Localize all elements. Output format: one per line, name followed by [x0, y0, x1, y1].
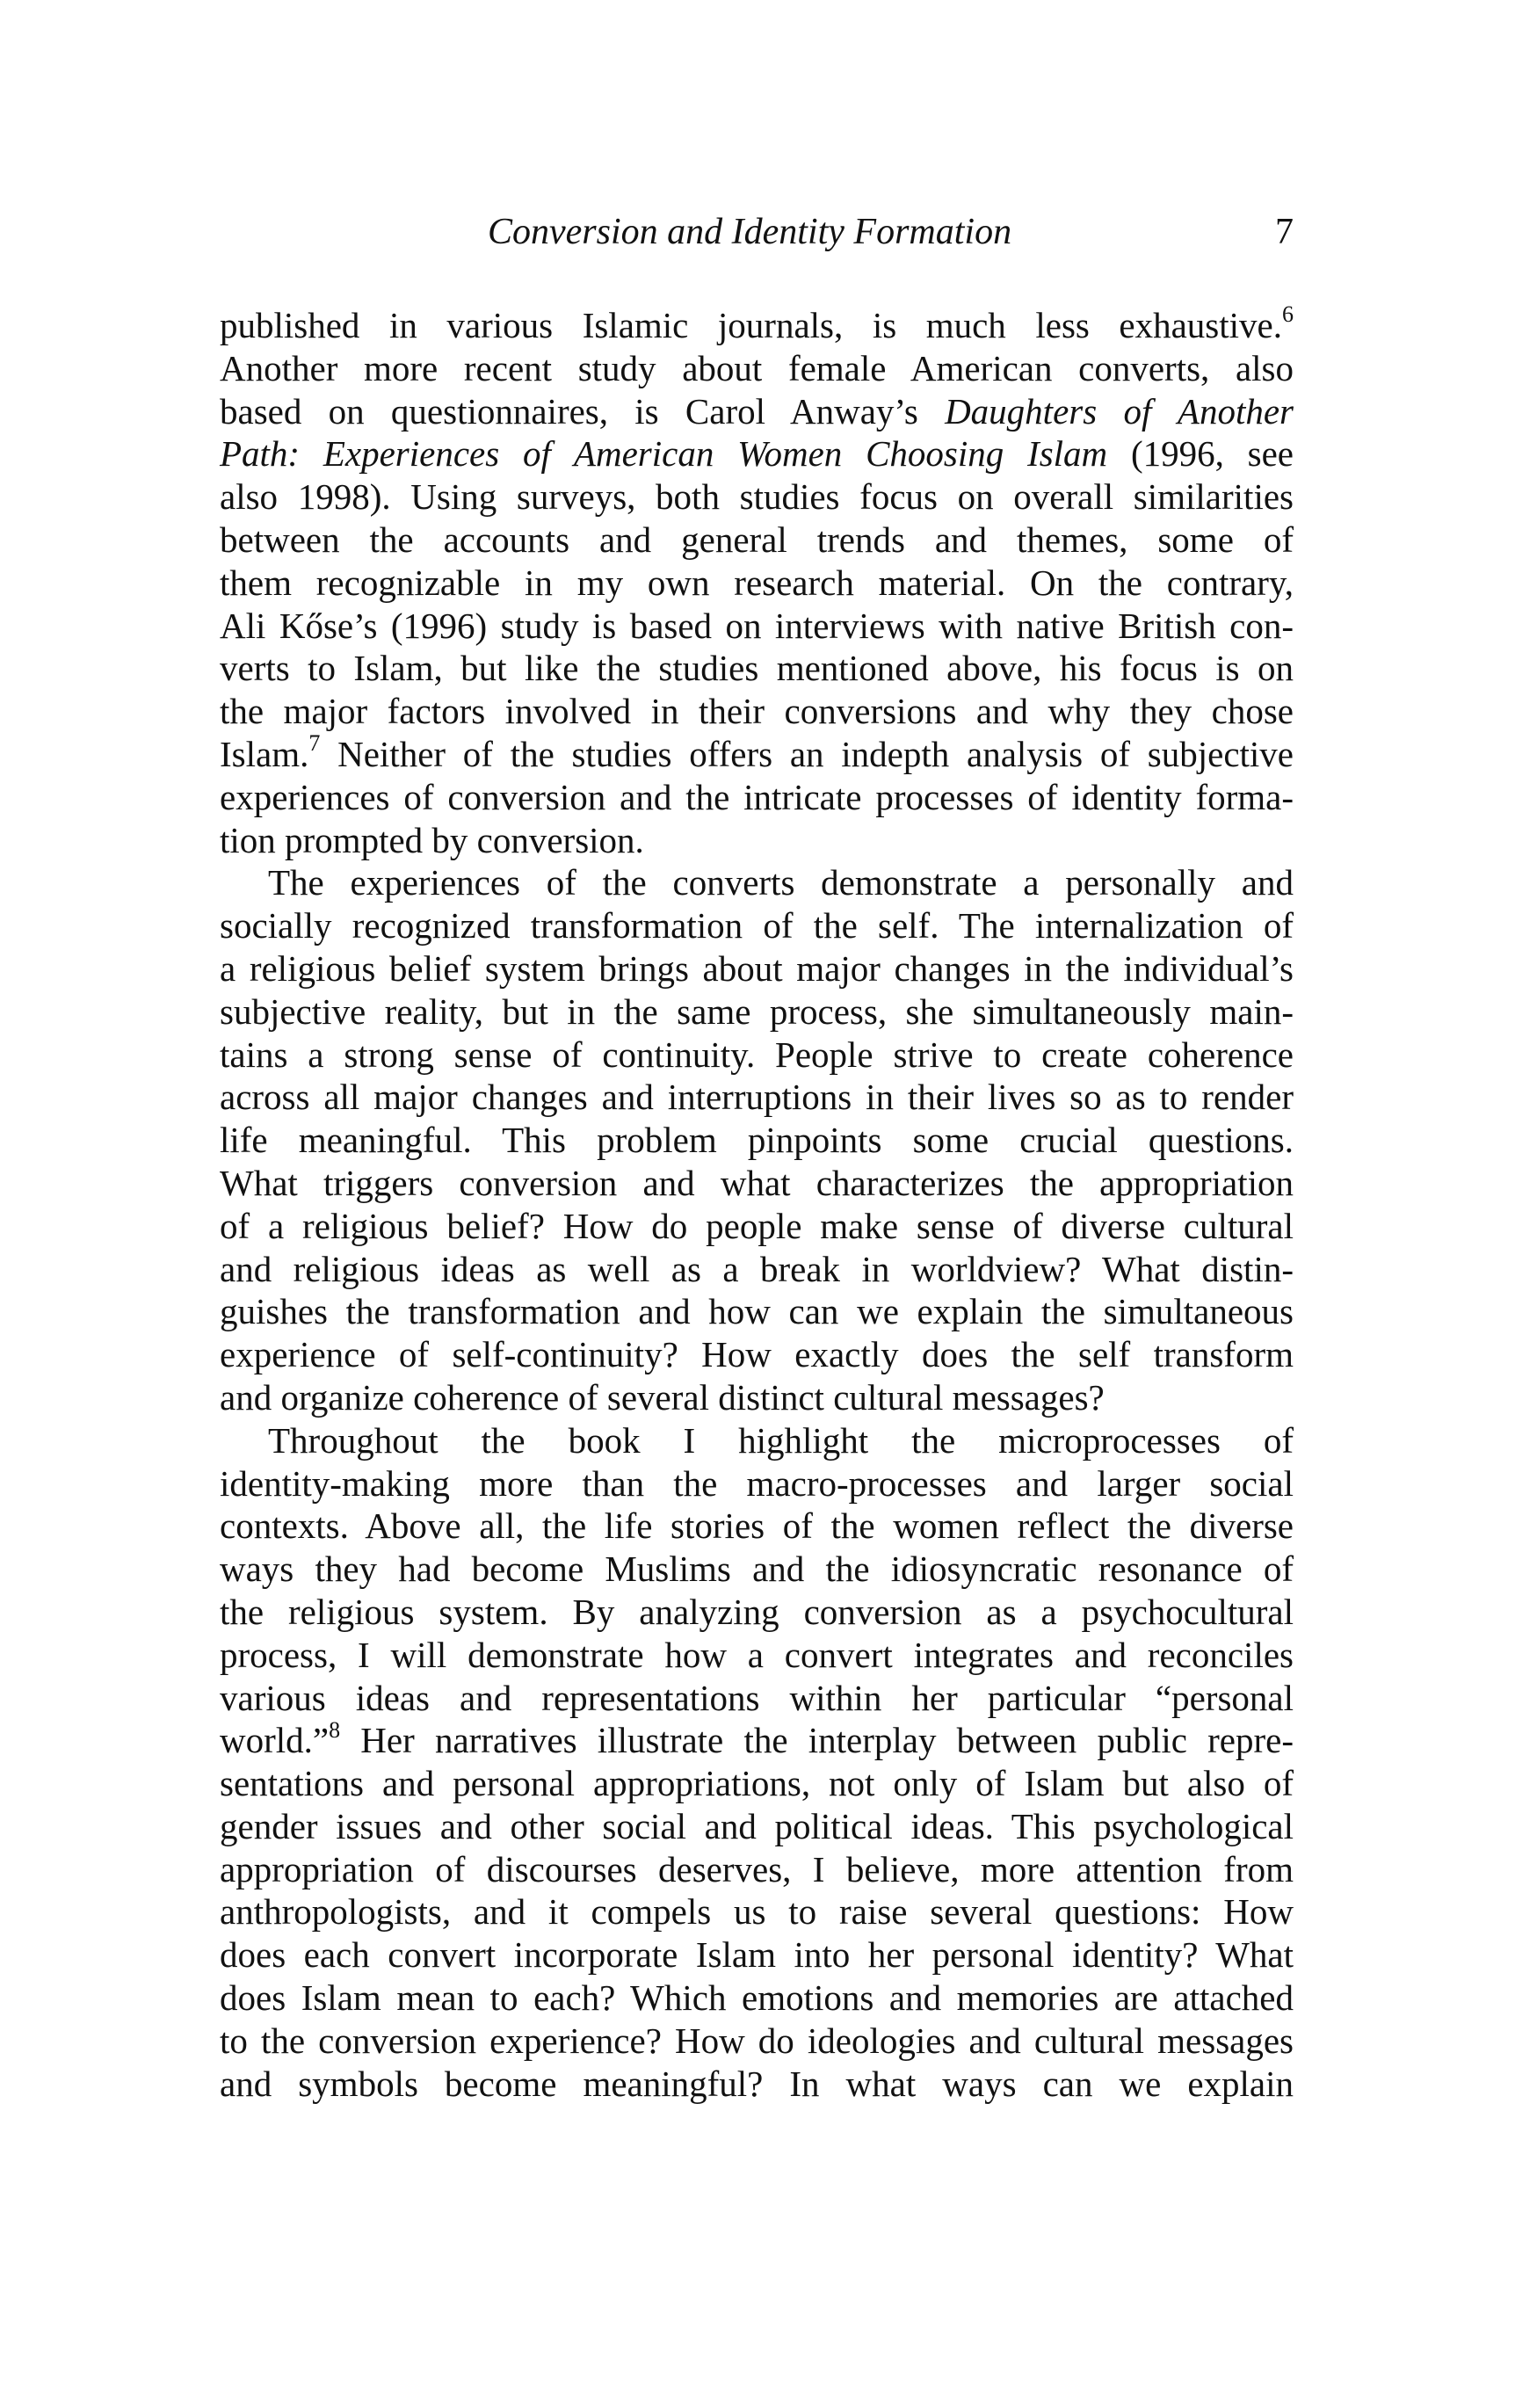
- text-line-content: [220, 1290, 1294, 1333]
- text-line: [220, 390, 1294, 433]
- text-line-content: [220, 519, 1294, 562]
- text-run: between the accounts and general trends and themes, some of: [220, 519, 1294, 560]
- text-run: various ideas and representations within her particular “personal: [220, 1677, 1294, 1718]
- text-line-content: [220, 1716, 1294, 1762]
- text-line: [220, 690, 1294, 733]
- text-line-content: [220, 432, 1294, 475]
- text-run: anthropologists, and it compels us to raise several questions: How: [220, 1891, 1294, 1933]
- text-line-content: [220, 904, 1294, 947]
- text-line: [220, 475, 1294, 519]
- running-head: [220, 209, 1294, 255]
- footnote-ref: 8: [329, 1716, 341, 1743]
- running-title: Conversion and Identity Formation: [488, 212, 1012, 252]
- text-line-content: [220, 301, 1294, 347]
- text-line-content: [220, 1933, 1294, 1976]
- text-run: appropriation of discourses deserves, I believe, more attention from: [220, 1848, 1294, 1889]
- text-run: What triggers conversion and what characterizes the appropriation: [220, 1162, 1294, 1203]
- text-run: Neither of the studies offers an indepth analysis of subjective: [320, 733, 1294, 774]
- text-line: [220, 861, 1294, 904]
- text-run: guishes the transformation and how can we explain the simultaneous: [220, 1291, 1294, 1332]
- text-line: [220, 1462, 1294, 1505]
- text-line: [220, 1076, 1294, 1119]
- text-line: [220, 990, 1294, 1034]
- text-run: Ali Kőse’s (1996) study is based on interviews with native British con-: [220, 605, 1294, 646]
- text-line: [220, 1419, 1294, 1462]
- text-line-content: [220, 1805, 1294, 1848]
- text-line: [220, 1119, 1294, 1162]
- body-text: [220, 301, 1294, 2105]
- text-line-content: [220, 562, 1294, 605]
- text-line-content: [220, 730, 1294, 776]
- text-run: gender issues and other social and political ideas. This psychological: [220, 1805, 1294, 1846]
- text-line-content: [220, 1162, 1294, 1205]
- text-line: [220, 1716, 1294, 1762]
- text-line: [220, 947, 1294, 990]
- text-line: [220, 1634, 1294, 1677]
- text-line: [220, 1848, 1294, 1891]
- text-run: of a religious belief? How do people make sense of diverse cultural: [220, 1205, 1294, 1246]
- text-line-content: [220, 2063, 1294, 2106]
- text-run: across all major changes and interruptions in their lives so as to render: [220, 1077, 1294, 1118]
- text-run: and symbols become meaningful? In what ways can we explain: [220, 2063, 1294, 2104]
- text-run: a religious belief system brings about major changes in the individual’s: [220, 947, 1294, 989]
- text-line: [220, 730, 1294, 776]
- text-line: [220, 1805, 1294, 1848]
- text-line-content: [220, 347, 1294, 390]
- text-line-content: [268, 1419, 1294, 1462]
- text-line: [220, 819, 1294, 862]
- text-line: [220, 2020, 1294, 2063]
- text-line-content: [220, 1890, 1294, 1933]
- text-run: world.”: [220, 1720, 330, 1761]
- italic-title: Daughters of Another: [945, 390, 1294, 432]
- text-run: Another more recent study about female American converts, also: [220, 347, 1294, 388]
- text-run: contexts. Above all, the life stories of the women reflect the diverse: [220, 1505, 1294, 1547]
- text-run: to the conversion experience? How do ideologies and cultural messages: [220, 2020, 1294, 2061]
- text-run: the religious system. By analyzing conversion as a psychocultural: [220, 1591, 1294, 1632]
- text-line: [220, 519, 1294, 562]
- text-line-content: [220, 605, 1294, 648]
- text-line: [220, 776, 1294, 819]
- text-line: [220, 1034, 1294, 1077]
- page-number: 7: [1275, 212, 1294, 252]
- text-line-content: [220, 1462, 1294, 1505]
- text-line-content: [220, 1548, 1294, 1591]
- text-line-content: [220, 690, 1294, 733]
- text-run: published in various Islamic journals, is much less exhaustive.: [220, 305, 1282, 345]
- text-line: [220, 1376, 1294, 1419]
- text-line-content: [220, 776, 1294, 819]
- text-line-content: [220, 1505, 1294, 1548]
- text-run: verts to Islam, but like the studies mentioned above, his focus is on: [220, 648, 1294, 689]
- text-line: [220, 1677, 1294, 1720]
- text-run: Her narratives illustrate the interplay between public repre-: [340, 1720, 1294, 1761]
- text-line-content: [220, 1076, 1294, 1119]
- text-run: does each convert incorporate Islam into her personal identity? What: [220, 1934, 1294, 1976]
- text-run: Islam.: [220, 733, 309, 774]
- text-line-content: [220, 1333, 1294, 1376]
- text-line: [220, 1591, 1294, 1634]
- text-line: [220, 301, 1294, 347]
- text-line-content: [220, 1634, 1294, 1677]
- text-run: process, I will demonstrate how a convert integrates and reconciles: [220, 1634, 1294, 1675]
- text-run: (1996, see: [1107, 433, 1294, 475]
- text-run: Throughout the book I highlight the microprocesses of: [268, 1419, 1294, 1461]
- text-line: [220, 562, 1294, 605]
- text-line-content: [220, 1248, 1294, 1291]
- footnote-ref: 6: [1282, 301, 1294, 328]
- text-line: [220, 1248, 1294, 1291]
- text-line-content: [220, 1976, 1294, 2020]
- text-run: and organize coherence of several distinct cultural messages?: [220, 1376, 1105, 1418]
- italic-title: Path: Experiences of American Women Choosing Islam: [220, 433, 1108, 475]
- text-line: [220, 1548, 1294, 1591]
- text-line-content: [220, 1677, 1294, 1720]
- text-line: [220, 432, 1294, 475]
- text-line: [220, 1205, 1294, 1248]
- text-line: [220, 347, 1294, 390]
- text-line-content: [220, 475, 1294, 519]
- text-run: them recognizable in my own research material. On the contrary,: [220, 562, 1294, 603]
- text-run: ways they had become Muslims and the idiosyncratic resonance of: [220, 1549, 1294, 1590]
- text-run: experience of self-continuity? How exactly does the self transform: [220, 1334, 1294, 1375]
- text-line-content: [220, 2020, 1294, 2063]
- text-line-content: [220, 1376, 1105, 1419]
- text-line-content: [220, 1591, 1294, 1634]
- text-line-content: [220, 947, 1294, 990]
- text-run: life meaningful. This problem pinpoints some crucial questions.: [220, 1120, 1294, 1161]
- footnote-ref: 7: [308, 730, 321, 757]
- text-line-content: [220, 1119, 1294, 1162]
- text-line: [220, 2063, 1294, 2106]
- text-line: [220, 1505, 1294, 1548]
- text-line: [220, 904, 1294, 947]
- text-run: the major factors involved in their conversions and why they chose: [220, 691, 1294, 732]
- text-run: experiences of conversion and the intricate processes of identity forma-: [220, 776, 1294, 817]
- text-line: [220, 1762, 1294, 1805]
- text-line-content: [220, 647, 1294, 690]
- text-line: [220, 605, 1294, 648]
- text-run: tion prompted by conversion.: [220, 819, 644, 860]
- text-line-content: [220, 819, 644, 862]
- text-line: [220, 1290, 1294, 1333]
- text-run: tains a strong sense of continuity. People strive to create coherence: [220, 1034, 1294, 1075]
- text-line: [220, 1933, 1294, 1976]
- text-line-content: [220, 1034, 1294, 1077]
- text-line: [220, 1976, 1294, 2020]
- text-line-content: [220, 1762, 1294, 1805]
- text-run: also 1998). Using surveys, both studies focus on overall similarities: [220, 476, 1294, 518]
- text-line-content: [220, 390, 1294, 433]
- text-line-content: [220, 1848, 1294, 1891]
- text-line: [220, 1890, 1294, 1933]
- text-line: [220, 1162, 1294, 1205]
- text-line-content: [220, 990, 1294, 1034]
- text-line-content: [220, 1205, 1294, 1248]
- text-run: socially recognized transformation of the self. The internalization of: [220, 905, 1294, 947]
- text-run: based on questionnaires, is Carol Anway’s: [220, 390, 946, 432]
- text-run: identity-making more than the macro-processes and larger social: [220, 1462, 1294, 1504]
- text-run: sentations and personal appropriations, not only of Islam but also of: [220, 1763, 1294, 1804]
- text-run: subjective reality, but in the same process, she simultaneously main-: [220, 990, 1294, 1032]
- text-line-content: [268, 861, 1294, 904]
- text-run: does Islam mean to each? Which emotions and memories are attached: [220, 1977, 1294, 2019]
- text-run: The experiences of the converts demonstrate a personally and: [268, 862, 1294, 903]
- text-run: and religious ideas as well as a break in worldview? What distin-: [220, 1248, 1294, 1289]
- text-line: [220, 647, 1294, 690]
- text-line: [220, 1333, 1294, 1376]
